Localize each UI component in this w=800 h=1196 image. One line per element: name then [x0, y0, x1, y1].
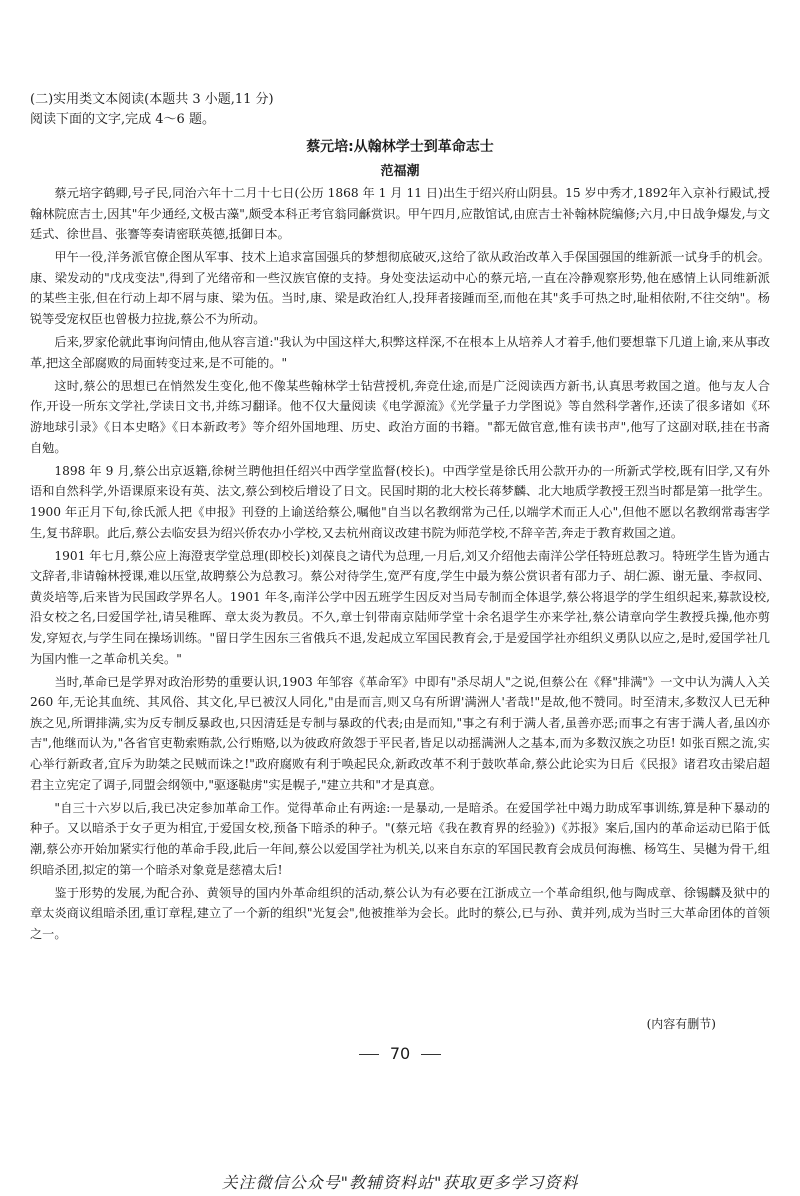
reading-instruction: 阅读下面的文字,完成 4～6 题。 [30, 112, 215, 127]
paragraph: 蔡元培字鹤卿,号孑民,同治六年十二月十七日(公历 1868 年 1 月 11 日)出生于绍兴府山阴县。15 岁中秀才,1892年入京补行殿试,授翰林院庶吉士,因其"年少通经,文极古藻",颇受本科正考官翁同龢赏识。甲午四月,应散馆试,由庶吉士补翰林院编修;六月,中日战争爆发,与文廷式、徐世昌、张謇等奏请密联英德,抵御日本。 [30, 186, 770, 242]
paragraph: 1898 年 9 月,蔡公出京返籍,徐树兰聘他担任绍兴中西学堂监督(校长)。中西学堂是徐氏用公款开办的一所新式学校,既有旧学,又有外语和自然科学,外语课原来设有英、法文,蔡公到校后增设了日文。民国时期的北大校长蒋梦麟、北大地质学教授王烈当时都是第一批学生。1900 年正月下旬,徐氏派人把《申报》刊登的上谕送给蔡公,嘱他"自当以名教纲常为己任,以端学术而正人心",但他不愿以名教纲常毒害学生,复书辞职。此后,蔡公去临安县为绍兴侨农办小学校,又去杭州商议改建书院为师范学校,不辞辛苦,奔走于教育救国之道。 [30, 463, 770, 540]
question-header [30, 90, 770, 130]
paragraph: 这时,蔡公的思想已在悄然发生变化,他不像某些翰林学士钻营授机,奔竞仕途,而是广泛阅读西方新书,认真思考救国之道。他与友人合作,开设一所东文学社,学读日文书,并练习翻译。他不仅大量阅读《电学源流》《光学量子力学图说》等自然科学著作,还读了很多诸如《环游地球引录》《日本史略》《日本新政考》等介绍外国地理、历史、政治方面的书籍。"都无做官意,惟有读书声",他写了这副对联,挂在书斋自勉。 [30, 378, 770, 455]
paragraph: 鉴于形势的发展,为配合孙、黄领导的国内外革命组织的活动,蔡公认为有必要在江浙成立一个革命组织,他与陶成章、徐锡麟及狱中的章太炎商议组暗杀团,重订章程,建立了一个新的组织"光复会",他被推举为会长。此时的蔡公,已与孙、黄并列,成为当时三大革命团体的首领之一。 [30, 885, 770, 941]
section-heading: (二)实用类文本阅读(本题共 3 小题,11 分) [30, 92, 274, 107]
page-number: 70 [389, 1044, 411, 1063]
paragraph: "自三十六岁以后,我已决定参加革命工作。觉得革命止有两途:一是暴动,一是暗杀。在爱国学社中竭力助成军事训练,算是种下暴动的种子。又以暗杀于女子更为相宜,于爱国女校,预备下暗杀的种子。"(蔡元培《我在教育界的经验》)《苏报》案后,国内的革命运动已陷于低潮,蔡公亦开始加紧实行他的革命手段,此后一年间,蔡公以爱国学社为机关,以来自东京的军国民教育会成员何海樵、杨笃生、吴樾为骨干,组织暗杀团,拟定的第一个暗杀对象竟是慈禧太后! [30, 800, 770, 877]
paragraph: 1901 年七月,蔡公应上海澄衷学堂总理(即校长)刘葆良之请代为总理,一月后,刘又介绍他去南洋公学任特班总教习。特班学生皆为通古文辞者,非请翰林授课,难以压堂,故聘蔡公为总教习。蔡公对待学生,宽严有度,学生中最为蔡公赏识者有邵力子、胡仁源、谢无量、李叔同、黄炎培等,后来皆为民国政学界名人。1901 年冬,南洋公学中因五班学生因反对当局专制而全体退学,蔡公将退学的学生组织起来,募款设校,沿女校之名,曰爱国学社,请吴稚晖、章太炎为教员。不久,章士钊带南京陆师学堂十余名退学生亦来学社,蔡公请章向学生教授兵操,他亦剪发,穿短衣,与学生同在操场训练。"留日学生因东三省俄兵不退,发起成立军国民教育会,于是爱国学社亦组织义勇队以应之,是时,爱国学社几为国内惟一之革命机关矣。" [30, 548, 770, 666]
abridged-note: (内容有删节) [646, 1017, 716, 1031]
article-title: 蔡元培:从翰林学士到革命志士 [306, 139, 494, 155]
paragraph: 后来,罗家伦就此事询问情由,他从容言道:"我认为中国这样大,积弊这样深,不在根本上从培养人才着手,他们要想靠下几道上谕,来从事改革,把这全部腐败的局面转变过来,是不可能的。" [30, 335, 770, 370]
paragraph: 当时,革命已是学界对政治形势的重要认识,1903 年邹容《革命军》中即有"杀尽胡人"之说,但蔡公在《释"排满"》一文中认为满人入关 260 年,无论其血统、其风俗、其文化,早已被汉人同化,"由是而言,则又乌有所谓'满洲人'者哉!"是故,他不赞同。时至清末,多数汉人已无种族之见,所谓排满,实为反专制反暴政也,只因清廷是专制与暴政的代表;由是而知,"事之有利于满人者,虽善亦恶;而事之有害于满人者,虽凶亦吉",他继而认为,"各省官吏勒索贿款,公行贿赂,以为彼政府敛怨于平民者,皆足以动摇满洲人之基本,而为多数汉族之功臣! 如张百熙之流,实心举行新政者,宜斥为助桀之民贼而诛之!"政府腐败有利于唤起民众,新政改革不利于鼓吹革命,蔡公此论实为日后《民报》诸君攻击梁启超君主立宪定了调子,同盟会纲领中,"驱逐鞑虏"实是幌子,"建立共和"才是真意。 [30, 674, 770, 792]
page-number-row [0, 1044, 800, 1063]
article-body [30, 183, 770, 947]
dash-right [421, 1054, 441, 1055]
dash-left [359, 1054, 379, 1055]
paragraph: 甲午一役,洋务派官僚企图从军事、技术上追求富国强兵的梦想彻底破灭,这给了欲从政治改革入手保国强国的维新派一试身手的机会。康、梁发动的"戊戌变法",得到了光绪帝和一些汉族官僚的支持。身处变法运动中心的蔡元培,一直在冷静观察形势,他在感情上认同维新派的某些主张,但在行动上却不屑与康、梁为伍。当时,康、梁是政治红人,投拜者接踵而至,而他在其"炙手可热之时,耻相依附,不往交纳"。杨锐等受宠权臣也曾极力拉拢,蔡公不为所动。 [30, 250, 770, 327]
footer-watermark: 关注微信公众号"教辅资料站"获取更多学习资料 [221, 1173, 579, 1192]
article-author: 范福潮 [380, 164, 420, 179]
